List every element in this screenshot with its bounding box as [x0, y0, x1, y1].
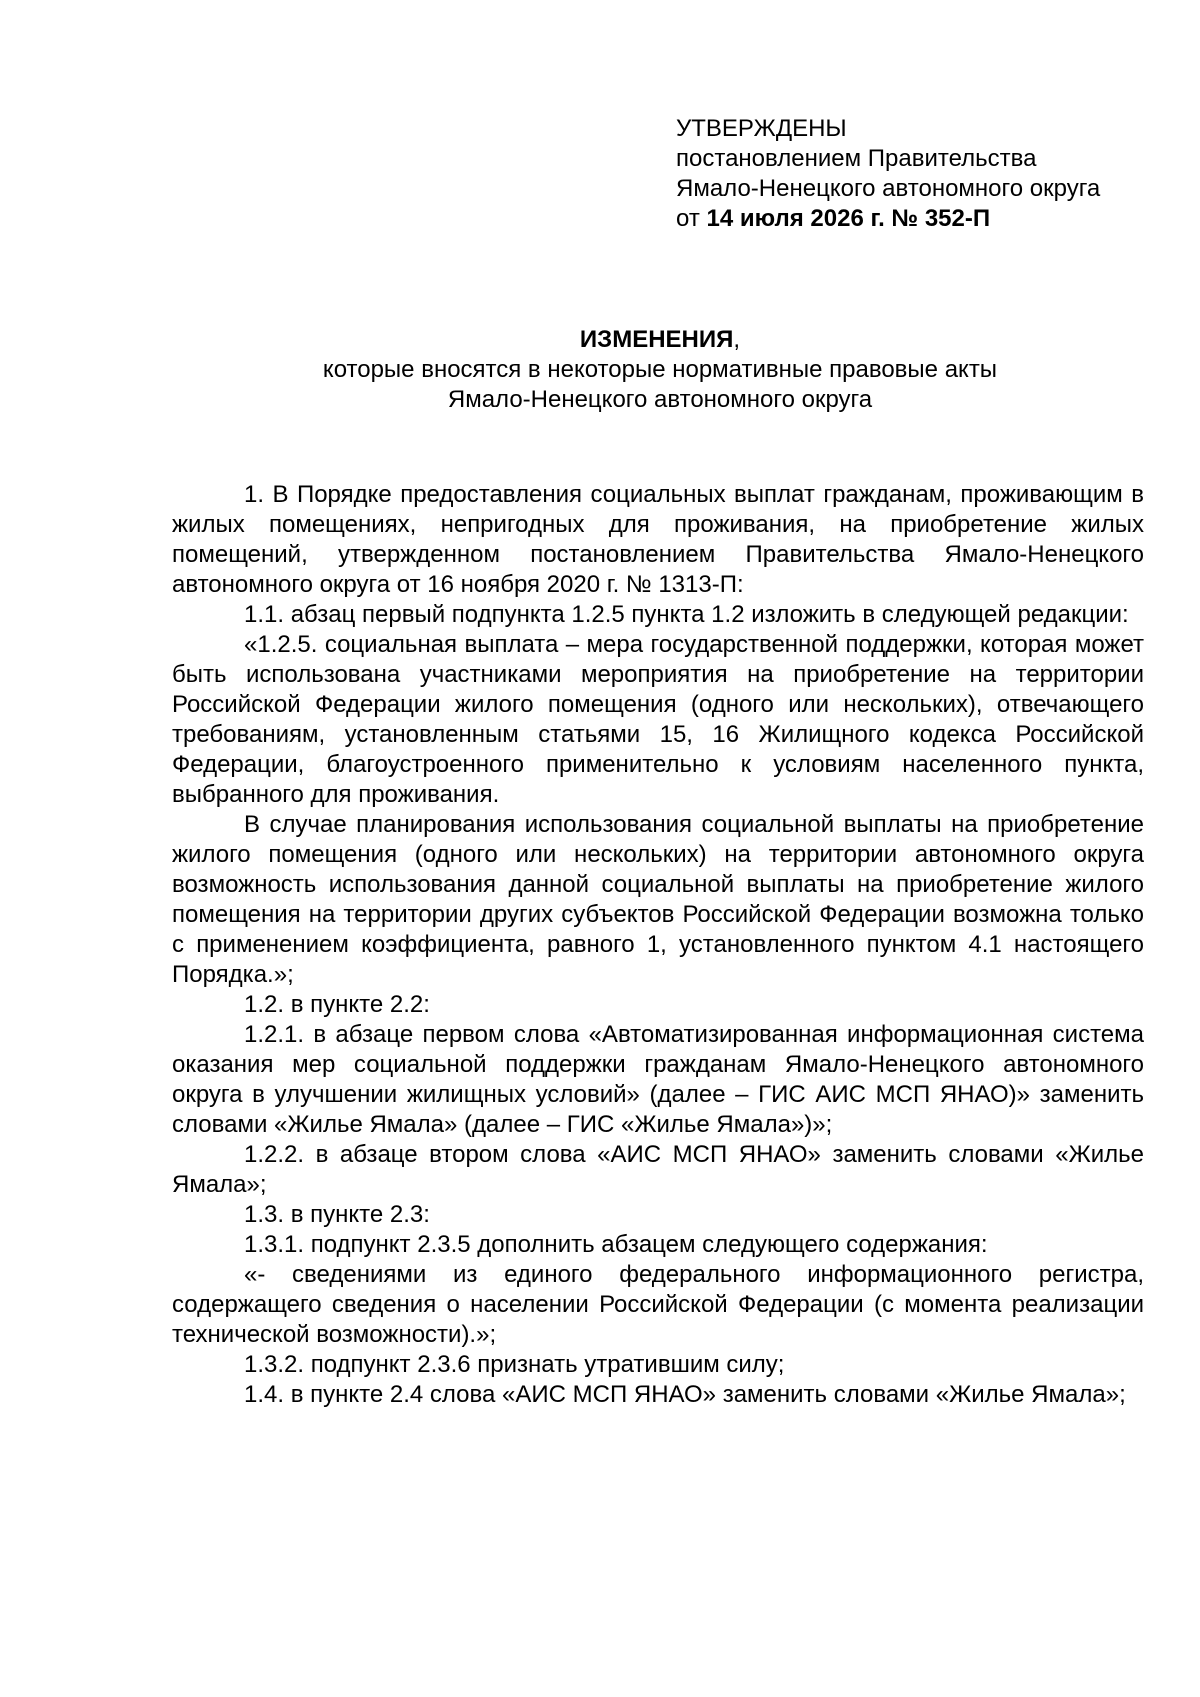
document-title-block — [0, 325, 1200, 415]
approval-date-prefix: от — [676, 205, 707, 232]
paragraph-1-3-1-quote: «- сведениями из единого федерального информационного регистра, содержащего сведения о населении Российской Федерации (с момента реализации технической возможности).»; — [172, 1261, 1144, 1348]
document-title-suffix: , — [733, 326, 741, 353]
document-subtitle-line2: Ямало-Ненецкого автономного округа — [447, 386, 873, 413]
paragraph-1-4: 1.4. в пункте 2.4 слова «АИС МСП ЯНАО» заменить словами «Жилье Ямала»; — [244, 1381, 1126, 1408]
approval-line-date — [676, 204, 1176, 234]
approval-line-decree: постановлением Правительства — [676, 145, 1037, 172]
paragraph-1-2: 1.2. в пункте 2.2: — [244, 991, 430, 1018]
paragraph-1-1: 1.1. абзац первый подпункта 1.2.5 пункта 1.2 изложить в следующей редакции: — [244, 601, 1129, 628]
approval-date-number: 14 июля 2026 г. № 352-П — [706, 205, 991, 232]
document-title — [0, 325, 1200, 355]
paragraph-1-2-5-quote: «1.2.5. социальная выплата – мера государственной поддержки, которая может быть использована участниками мероприятия на приобретение на территории Российской Федерации жилого помещения (одного или нескольких), отвечающего требованиям, установленным статьями 15, 16 Жилищного кодекса Российской Федерации, благоустроенного применительно к условиям населенного пункта, выбранного для проживания. — [172, 631, 1144, 808]
paragraph-1-3-2: 1.3.2. подпункт 2.3.6 признать утратившим силу; — [244, 1351, 785, 1378]
document-title-main: ИЗМЕНЕНИЯ — [579, 326, 734, 353]
approval-line-region: Ямало-Ненецкого автономного округа — [676, 175, 1101, 202]
paragraph-1-2-2: 1.2.2. в абзаце втором слова «АИС МСП ЯНАО» заменить словами «Жилье Ямала»; — [172, 1141, 1144, 1198]
paragraph-1-2-1: 1.2.1. в абзаце первом слова «Автоматизированная информационная система оказания мер социальной поддержки гражданам Ямало-Ненецкого автономного округа в улучшении жилищных условий» (далее – ГИС АИС МСП ЯНАО)» заменить словами «Жилье Ямала» (далее – ГИС «Жилье Ямала»)»; — [172, 1021, 1144, 1138]
paragraph-1: 1. В Порядке предоставления социальных выплат гражданам, проживающим в жилых помещениях, непригодных для проживания, на приобретение жилых помещений, утвержденном постановлением Правительства Ямало-Ненецкого автономного округа от 16 ноября 2020 г. № 1313-П: — [172, 481, 1144, 598]
document-subtitle-line1: которые вносятся в некоторые нормативные правовые акты — [322, 356, 998, 383]
approval-heading: УТВЕРЖДЕНЫ — [676, 115, 847, 142]
paragraph-1-3-1: 1.3.1. подпункт 2.3.5 дополнить абзацем следующего содержания: — [244, 1231, 988, 1258]
document-body — [172, 480, 1144, 1410]
approval-block — [676, 114, 1176, 234]
paragraph-1-3: 1.3. в пункте 2.3: — [244, 1201, 430, 1228]
paragraph-quote-continued: В случае планирования использования социальной выплаты на приобретение жилого помещения (одного или нескольких) на территории автономного округа возможность использования данной социальной выплаты на приобретение жилого помещения на территории других субъектов Российской Федерации возможна только с применением коэффициента, равного 1, установленного пунктом 4.1 настоящего Порядка.»; — [172, 811, 1144, 988]
